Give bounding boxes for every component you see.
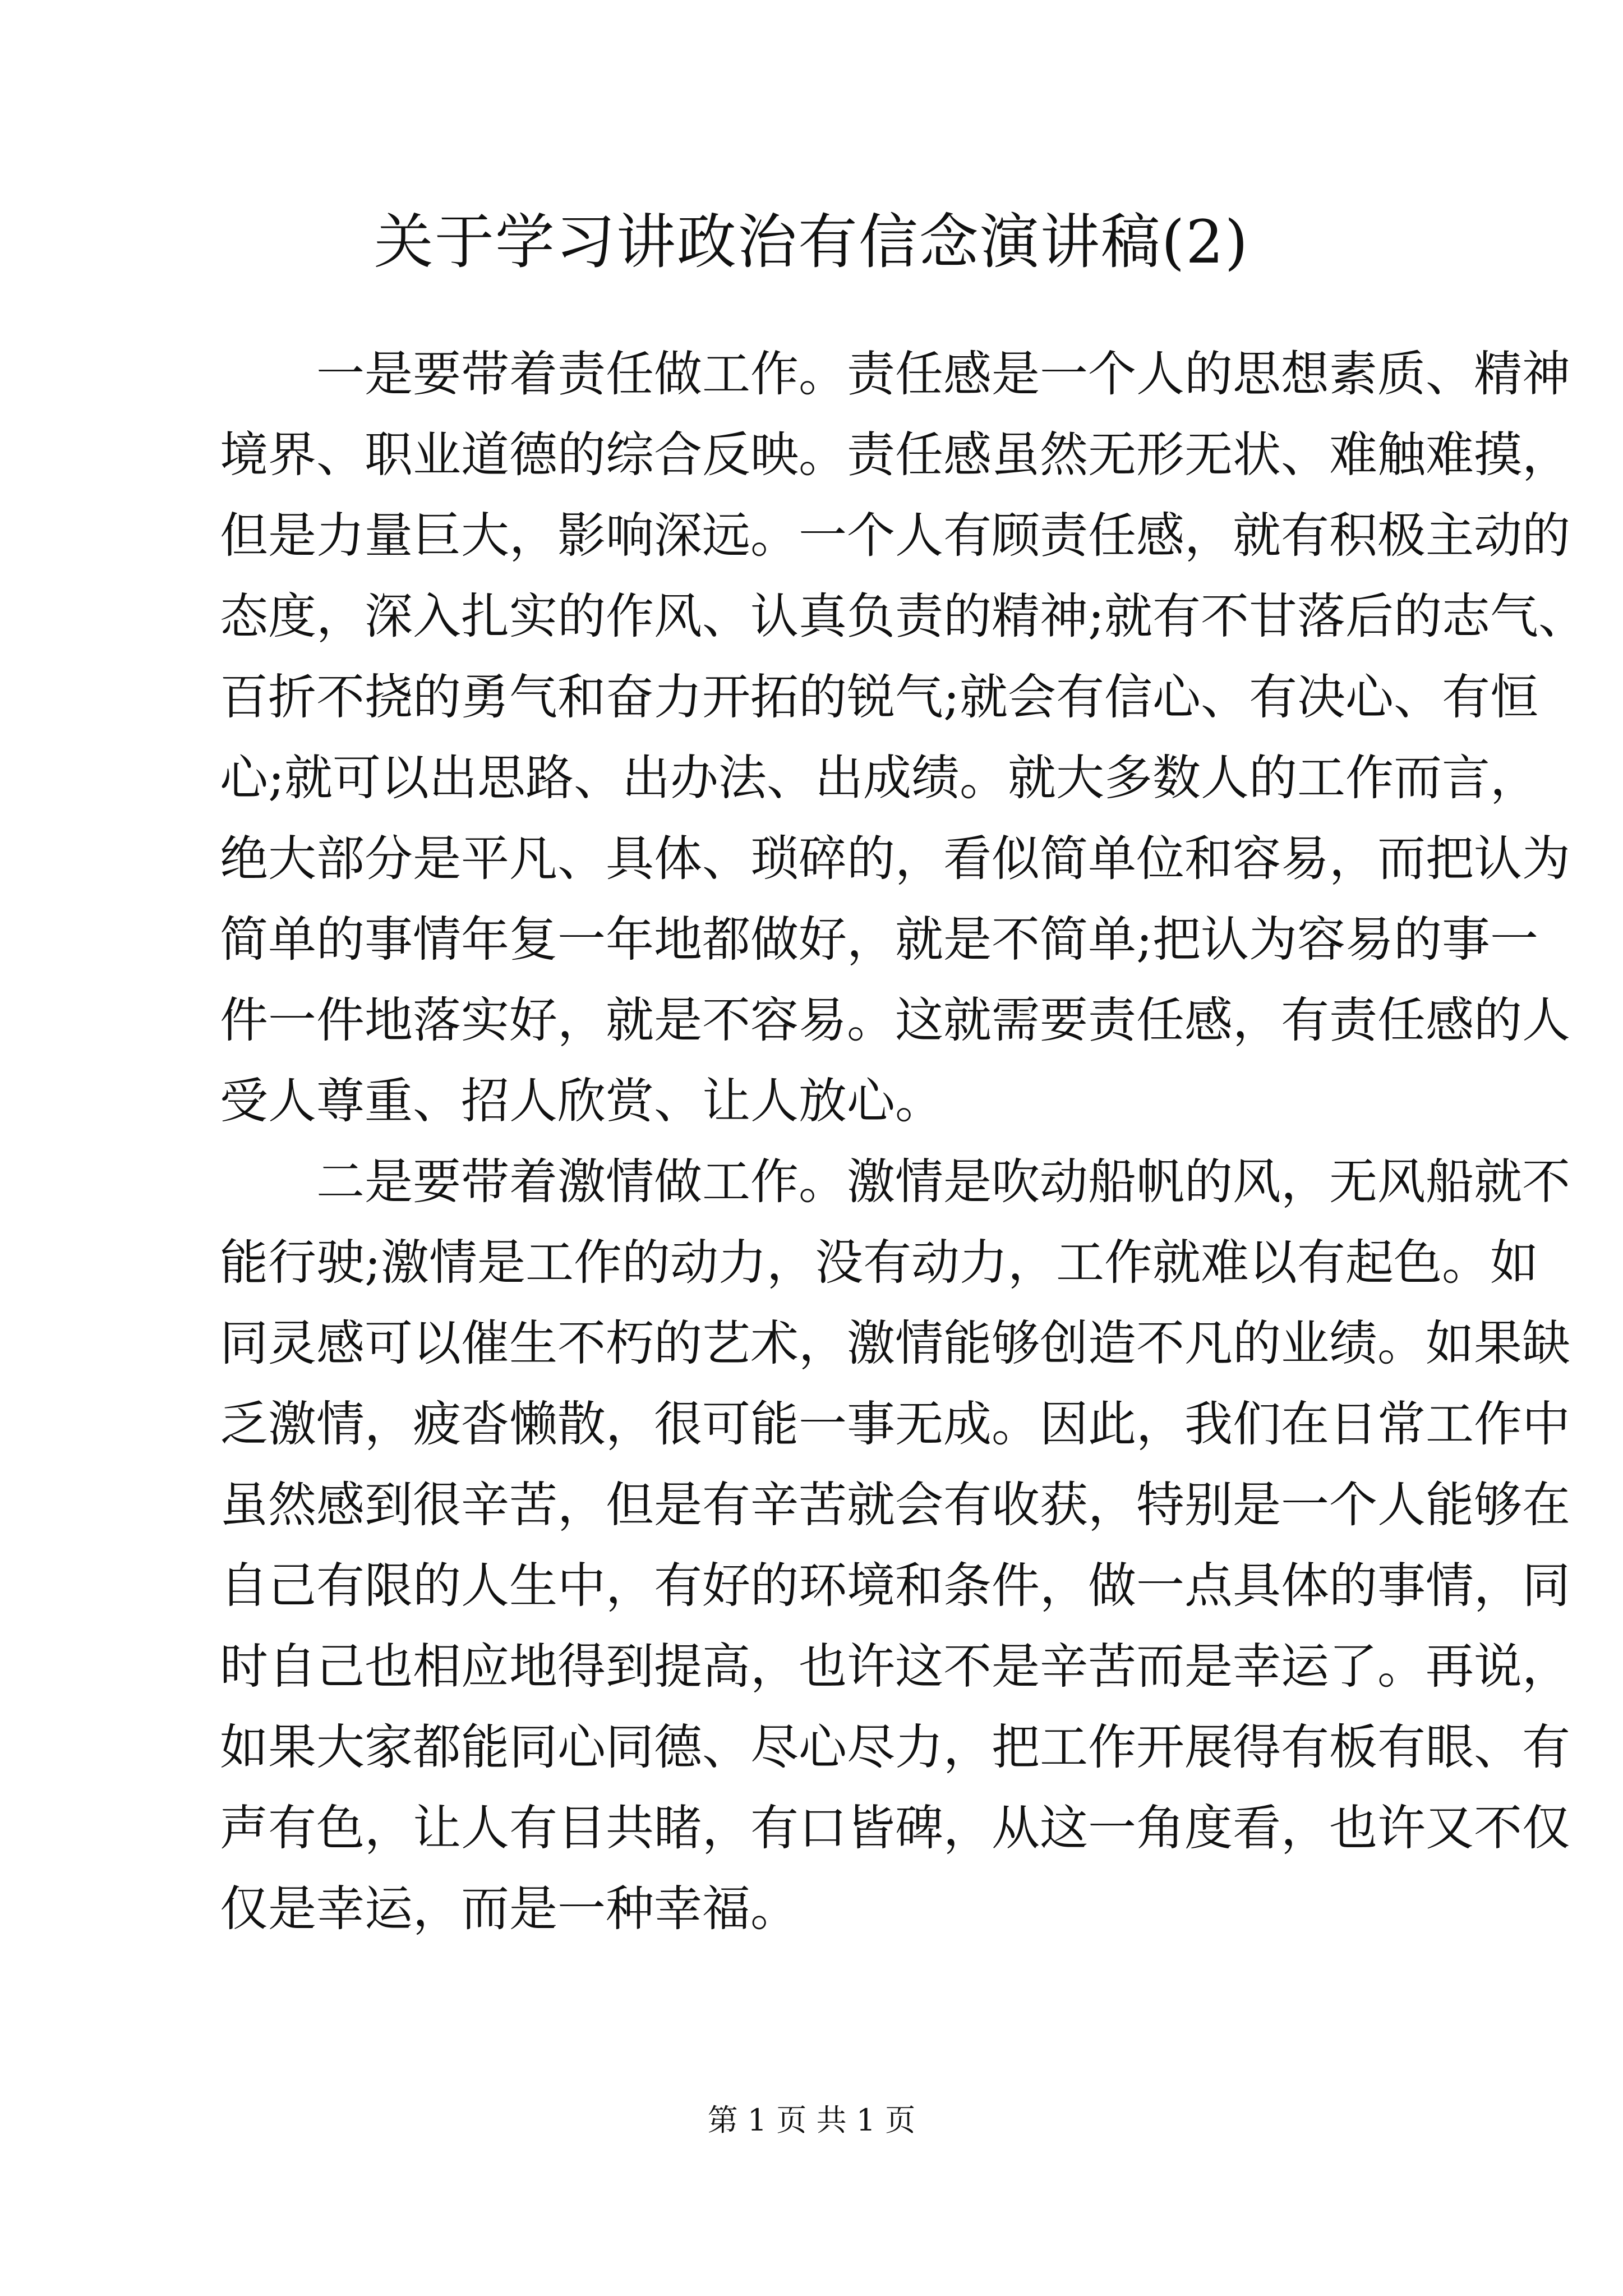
document-title: 关于学习讲政治有信念演讲稿(2) [374,208,1249,277]
paragraph-line: 能行驶;激情是工作的动力，没有动力，工作就难以有起色。如 [220,1235,1538,1291]
paragraph-line: 简单的事情年复一年地都做好，就是不简单;把认为容易的事一 [220,912,1538,968]
paragraph-line: 态度，深入扎实的作风、认真负责的精神;就有不甘落后的志气、 [220,588,1587,645]
paragraph-line: 声有色，让人有目共睹，有口皆碑，从这一角度看，也许又不仅 [220,1800,1570,1856]
paragraph-line: 境界、职业道德的综合反映。责任感虽然无形无状、难触难摸， [220,427,1570,483]
paragraph-line: 心;就可以出思路、出办法、出成绩。就大多数人的工作而言， [220,750,1538,806]
paragraph-line: 虽然感到很辛苦，但是有辛苦就会有收获，特别是一个人能够在 [220,1477,1570,1533]
paragraph-line: 时自己也相应地得到提高，也许这不是辛苦而是幸运了。再说， [220,1639,1570,1695]
paragraph-1 [220,334,1587,1142]
paragraph-line: 自己有限的人生中，有好的环境和条件，做一点具体的事情，同 [220,1558,1570,1614]
paragraph-line: 仅是幸运，而是一种幸福。 [220,1881,799,1937]
page-footer: 第 1 页 共 1 页 [707,2102,916,2138]
paragraph-2 [220,1142,1570,1949]
paragraph-line: 件一件地落实好，就是不容易。这就需要责任感，有责任感的人 [220,992,1570,1048]
paragraph-line: 但是力量巨大，影响深远。一个人有顾责任感，就有积极主动的 [220,508,1570,564]
paragraph-line: 二是要带着激情做工作。激情是吹动船帆的风，无风船就不 [220,1154,1570,1210]
paragraph-line: 乏激情，疲沓懒散，很可能一事无成。因此，我们在日常工作中 [220,1396,1570,1452]
paragraph-line: 一是要带着责任做工作。责任感是一个人的思想素质、精神 [220,346,1570,402]
paragraph-line: 受人尊重、招人欣赏、让人放心。 [220,1073,943,1129]
paragraph-line: 百折不挠的勇气和奋力开拓的锐气;就会有信心、有决心、有恒 [220,669,1538,725]
document-body [220,334,1587,1949]
paragraph-line: 同灵感可以催生不朽的艺术，激情能够创造不凡的业绩。如果缺 [220,1315,1570,1372]
paragraph-line: 如果大家都能同心同德、尽心尽力，把工作开展得有板有眼、有 [220,1719,1570,1775]
paragraph-line: 绝大部分是平凡、具体、琐碎的，看似简单位和容易，而把认为 [220,831,1570,887]
